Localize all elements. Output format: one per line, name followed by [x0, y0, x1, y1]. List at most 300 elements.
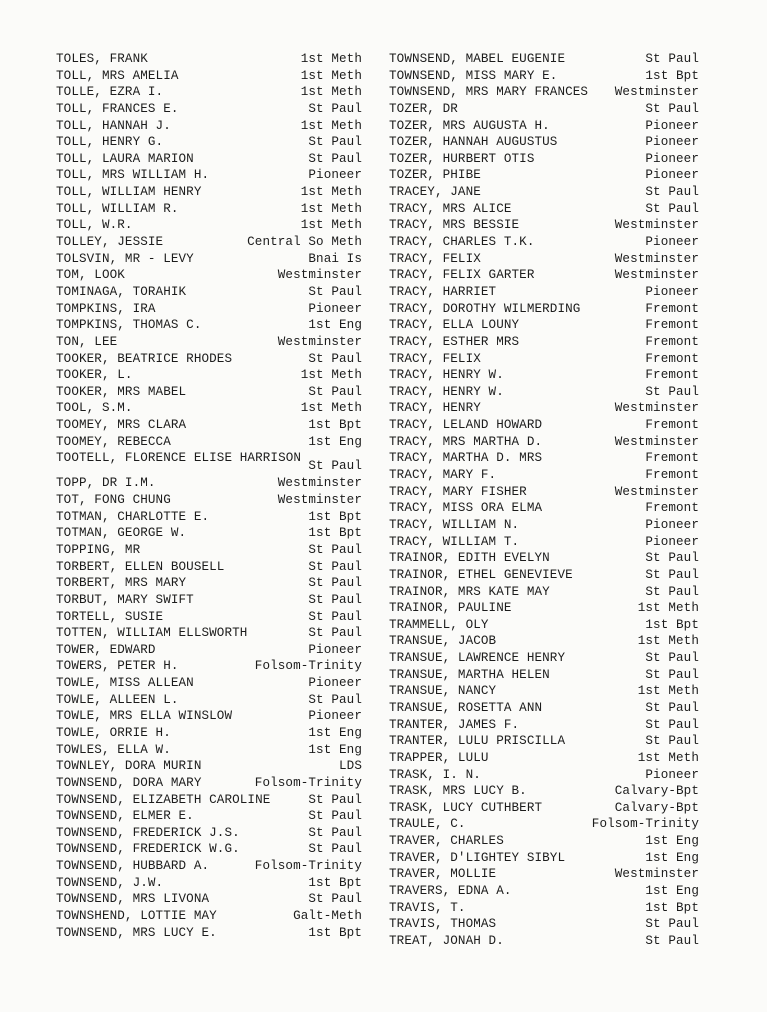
entry-name: TRAINOR, ETHEL GENEVIEVE [389, 567, 573, 582]
list-item [389, 267, 699, 284]
entry-name: TRACY, FELIX GARTER [389, 268, 535, 283]
entry-name: TOWNLEY, DORA MURIN [56, 759, 202, 774]
list-item [56, 858, 362, 875]
entry-church: 1st Meth [300, 368, 362, 383]
entry-church: 1st Eng [308, 318, 362, 333]
list-item [389, 101, 699, 118]
entry-church: Calvary-Bpt [614, 784, 699, 799]
entry-church: Pioneer [308, 168, 362, 183]
list-item [56, 217, 362, 234]
list-item [56, 542, 362, 559]
list-item [56, 101, 362, 118]
entry-church: 1st Eng [645, 850, 699, 865]
entry-church: Pioneer [645, 517, 699, 532]
list-item [389, 317, 699, 334]
list-item [389, 417, 699, 434]
list-item [389, 683, 699, 700]
entry-name: TRAMMELL, OLY [389, 617, 489, 632]
entry-name: TRASK, I. N. [389, 767, 481, 782]
list-item [389, 434, 699, 451]
entry-church: Calvary-Bpt [614, 800, 699, 815]
list-item [389, 118, 699, 135]
list-item [389, 833, 699, 850]
entry-church: Pioneer [308, 709, 362, 724]
entry-name: TOZER, HURBERT OTIS [389, 151, 535, 166]
entry-church: Westminster [277, 493, 362, 508]
entry-name: TRAINOR, MRS KATE MAY [389, 584, 550, 599]
list-item [389, 500, 699, 517]
entry-church: Pioneer [645, 151, 699, 166]
entry-name: TOZER, PHIBE [389, 168, 481, 183]
entry-church: Folsom-Trinity [254, 859, 362, 874]
entry-name: TRACY, HENRY W. [389, 384, 504, 399]
entry-church: Westminster [614, 268, 699, 283]
entry-church: 1st Bpt [308, 875, 362, 890]
list-item [56, 675, 362, 692]
entry-church: 1st Eng [308, 742, 362, 757]
entry-name: TRACY, MARTHA D. MRS [389, 451, 543, 466]
entry-church: St Paul [645, 584, 699, 599]
list-item [56, 201, 362, 218]
list-item [56, 134, 362, 151]
entry-church: 1st Bpt [645, 617, 699, 632]
entry-church: St Paul [308, 542, 362, 557]
entry-church: Fremont [645, 451, 699, 466]
entry-name: TOOL, S.M. [56, 401, 133, 416]
list-item [56, 118, 362, 135]
entry-church: 1st Bpt [308, 509, 362, 524]
entry-church: St Paul [645, 52, 699, 66]
list-item [389, 750, 699, 767]
list-item [389, 584, 699, 601]
list-item [389, 367, 699, 384]
list-item [56, 400, 362, 417]
entry-name: TOM, LOOK [56, 268, 125, 283]
entry-church: Westminster [277, 334, 362, 349]
left-column [56, 51, 362, 941]
list-item [56, 475, 362, 492]
entry-name: TOLLEY, JESSIE [56, 235, 164, 250]
list-item [56, 167, 362, 184]
list-item [56, 891, 362, 908]
entry-church: Pioneer [645, 767, 699, 782]
entry-church: Pioneer [645, 284, 699, 299]
entry-name: TOLL, WILLIAM HENRY [56, 185, 202, 200]
entry-church: 1st Bpt [308, 925, 362, 940]
list-item [56, 841, 362, 858]
entry-church: St Paul [308, 559, 362, 574]
entry-name: TRAULE, C. [389, 817, 466, 832]
entry-church: Westminster [614, 401, 699, 416]
entry-church: St Paul [308, 892, 362, 907]
list-item [56, 758, 362, 775]
entry-name: TRANTER, JAMES F. [389, 717, 520, 732]
entry-church: Pioneer [308, 676, 362, 691]
entry-name: TOWNSEND, MRS LIVONA [56, 892, 210, 907]
list-item [389, 51, 699, 68]
entry-church: St Paul [645, 567, 699, 582]
list-item [56, 184, 362, 201]
entry-name: TRACY, FELIX [389, 251, 481, 266]
entry-church: Fremont [645, 301, 699, 316]
list-item [56, 609, 362, 626]
entry-name: TRAINOR, PAULINE [389, 601, 512, 616]
entry-church: St Paul [308, 842, 362, 857]
entry-name: TOLLE, EZRA I. [56, 85, 164, 100]
entry-name: TRACY, WILLIAM N. [389, 517, 520, 532]
entry-name: TRANSUE, LAWRENCE HENRY [389, 651, 566, 666]
list-item [389, 667, 699, 684]
entry-name: TRACY, HENRY W. [389, 368, 504, 383]
entry-name: TOLSVIN, MR - LEVY [56, 251, 194, 266]
entry-name: TOWNSEND, J.W. [56, 875, 164, 890]
list-item [389, 783, 699, 800]
entry-church: St Paul [308, 284, 362, 299]
entry-church: St Paul [308, 809, 362, 824]
entry-church: St Paul [645, 185, 699, 200]
entry-church: St Paul [308, 101, 362, 116]
list-item [389, 450, 699, 467]
entry-church: 1st Meth [637, 634, 699, 649]
list-item [56, 775, 362, 792]
list-item [56, 692, 362, 709]
entry-church: 1st Bpt [645, 68, 699, 83]
list-item [56, 792, 362, 809]
entry-church: 1st Meth [300, 118, 362, 133]
entry-church: St Paul [308, 151, 362, 166]
list-item [56, 592, 362, 609]
entry-name: TOZER, HANNAH AUGUSTUS [389, 135, 558, 150]
entry-name: TON, LEE [56, 334, 118, 349]
list-item [56, 267, 362, 284]
entry-name: TOWLE, ALLEEN L. [56, 692, 179, 707]
entry-name: TRACY, MRS MARTHA D. [389, 434, 543, 449]
entry-church: 1st Meth [637, 601, 699, 616]
entry-name: TOTMAN, CHARLOTTE E. [56, 509, 210, 524]
entry-name: TORBERT, MRS MARY [56, 576, 187, 591]
entry-name: TOWNSEND, HUBBARD A. [56, 859, 210, 874]
entry-name: TRACY, FELIX [389, 351, 481, 366]
entry-name: TRACY, MRS ALICE [389, 201, 512, 216]
entry-name: TOLL, LAURA MARION [56, 151, 194, 166]
entry-church: Fremont [645, 334, 699, 349]
entry-name: TOLL, FRANCES E. [56, 101, 179, 116]
entry-church: Central So Meth [247, 235, 362, 250]
entry-name: TOLL, HENRY G. [56, 135, 164, 150]
entry-name: TRACY, HARRIET [389, 284, 497, 299]
entry-name: TOTTEN, WILLIAM ELLSWORTH [56, 626, 248, 641]
list-item [56, 642, 362, 659]
entry-name: TOTMAN, GEORGE W. [56, 526, 187, 541]
entry-name: TRASK, MRS LUCY B. [389, 784, 527, 799]
entry-name: TRACY, ELLA LOUNY [389, 318, 520, 333]
list-item [389, 800, 699, 817]
entry-name: TRAINOR, EDITH EVELYN [389, 551, 550, 566]
entry-name: TRANSUE, JACOB [389, 634, 497, 649]
entry-name: TOPP, DR I.M. [56, 476, 156, 491]
list-item [389, 84, 699, 101]
entry-name: TRACY, LELAND HOWARD [389, 418, 543, 433]
entry-church: Folsom-Trinity [591, 817, 699, 832]
entry-church: St Paul [645, 917, 699, 932]
entry-name: TOWLE, MISS ALLEAN [56, 676, 194, 691]
entry-name: TRACY, MARY F. [389, 468, 497, 483]
entry-church: Westminster [277, 476, 362, 491]
entry-name: TOWERS, PETER H. [56, 659, 179, 674]
entry-church: St Paul [645, 717, 699, 732]
entry-name: TOOKER, L. [56, 368, 133, 383]
entry-name: TRACY, DOROTHY WILMERDING [389, 301, 581, 316]
entry-name: TOOMEY, MRS CLARA [56, 418, 187, 433]
entry-name: TOOMEY, REBECCA [56, 434, 171, 449]
list-item [389, 933, 699, 950]
list-item [389, 534, 699, 551]
entry-name: TRANSUE, ROSETTA ANN [389, 700, 543, 715]
entry-name: TOLL, WILLIAM R. [56, 201, 179, 216]
entry-church: St Paul [308, 351, 362, 366]
entry-name: TOWNSEND, FREDERICK J.S. [56, 825, 240, 840]
list-item [389, 650, 699, 667]
list-item [56, 509, 362, 526]
list-item [389, 301, 699, 318]
entry-church: Pioneer [308, 301, 362, 316]
list-item [389, 351, 699, 368]
entry-name: TOWNSEND, FREDERICK W.G. [56, 842, 240, 857]
entry-name: TRANTER, LULU PRISCILLA [389, 734, 566, 749]
list-item [56, 908, 362, 925]
list-item [389, 68, 699, 85]
entry-church: 1st Meth [300, 68, 362, 83]
list-item [56, 284, 362, 301]
list-item [56, 68, 362, 85]
entry-church: St Paul [645, 201, 699, 216]
list-item [389, 600, 699, 617]
list-item [389, 767, 699, 784]
entry-name: TOWLE, ORRIE H. [56, 725, 171, 740]
entry-name: TOT, FONG CHUNG [56, 493, 171, 508]
entry-name: TOLL, HANNAH J. [56, 118, 171, 133]
entry-name: TRANSUE, NANCY [389, 684, 497, 699]
list-item [56, 367, 362, 384]
list-item [389, 467, 699, 484]
entry-church: 1st Eng [645, 884, 699, 899]
entry-name: TOLL, MRS AMELIA [56, 68, 179, 83]
entry-name: TRACY, HENRY [389, 401, 481, 416]
entry-name: TRAVER, CHARLES [389, 834, 504, 849]
list-item [389, 850, 699, 867]
entry-church: Galt-Meth [293, 909, 362, 924]
entry-name: TOWNSEND, ELMER E. [56, 809, 194, 824]
entry-name: TRACY, WILLIAM T. [389, 534, 520, 549]
list-item [389, 201, 699, 218]
entry-church: 1st Meth [300, 52, 362, 66]
list-item [56, 492, 362, 509]
entry-name: TOZER, MRS AUGUSTA H. [389, 118, 550, 133]
entry-church: Fremont [645, 468, 699, 483]
list-item [389, 151, 699, 168]
entry-church: 1st Bpt [308, 526, 362, 541]
list-item [389, 733, 699, 750]
list-item [389, 550, 699, 567]
list-item [56, 708, 362, 725]
list-item [56, 434, 362, 451]
entry-name: TOWNSEND, DORA MARY [56, 775, 202, 790]
entry-name: TRACY, CHARLES T.K. [389, 235, 535, 250]
list-item [389, 167, 699, 184]
list-item [389, 384, 699, 401]
list-item [56, 742, 362, 759]
entry-church: Fremont [645, 318, 699, 333]
entry-church: Pioneer [645, 235, 699, 250]
entry-church: LDS [339, 759, 362, 774]
list-item [389, 717, 699, 734]
entry-name: TOLL, W.R. [56, 218, 133, 233]
entry-church: St Paul [308, 459, 362, 474]
entry-name: TRAVER, D'LIGHTEY SIBYL [389, 850, 566, 865]
entry-church: Westminster [614, 434, 699, 449]
list-item [389, 284, 699, 301]
entry-name: TOWNSEND, MABEL EUGENIE [389, 52, 566, 66]
entry-name: TOOKER, BEATRICE RHODES [56, 351, 233, 366]
entry-church: St Paul [308, 626, 362, 641]
entry-name: TRACEY, JANE [389, 185, 481, 200]
list-item [389, 883, 699, 900]
list-item [389, 700, 699, 717]
list-item [56, 317, 362, 334]
entry-name: TORTELL, SUSIE [56, 609, 164, 624]
entry-church: St Paul [645, 384, 699, 399]
entry-church: St Paul [645, 101, 699, 116]
entry-church: 1st Meth [300, 401, 362, 416]
entry-church: Pioneer [645, 135, 699, 150]
list-item [56, 251, 362, 268]
entry-church: Fremont [645, 368, 699, 383]
entry-church: St Paul [645, 700, 699, 715]
list-item [56, 151, 362, 168]
entry-church: St Paul [645, 933, 699, 948]
entry-name: TRASK, LUCY CUTHBERT [389, 800, 543, 815]
list-item [56, 84, 362, 101]
entry-name: TOMPKINS, IRA [56, 301, 156, 316]
entry-church: St Paul [308, 692, 362, 707]
entry-name: TOMINAGA, TORAHIK [56, 284, 187, 299]
entry-church: St Paul [308, 384, 362, 399]
list-item [389, 567, 699, 584]
entry-name: TOWNSEND, ELIZABETH CAROLINE [56, 792, 271, 807]
entry-name: TRACY, MISS ORA ELMA [389, 501, 543, 516]
list-item [389, 334, 699, 351]
entry-church: Bnai Is [308, 251, 362, 266]
entry-church: 1st Meth [300, 201, 362, 216]
entry-church: Fremont [645, 418, 699, 433]
entry-church: Westminster [614, 867, 699, 882]
entry-church: St Paul [645, 734, 699, 749]
entry-church: Fremont [645, 501, 699, 516]
entry-name: TOWLE, MRS ELLA WINSLOW [56, 709, 233, 724]
entry-church: 1st Bpt [308, 418, 362, 433]
entry-church: Westminster [614, 484, 699, 499]
entry-church: 1st Eng [645, 834, 699, 849]
entry-name: TRANSUE, MARTHA HELEN [389, 667, 550, 682]
entry-name: TREAT, JONAH D. [389, 933, 504, 948]
entry-church: St Paul [308, 592, 362, 607]
list-item [389, 217, 699, 234]
entry-name: TRAPPER, LULU [389, 750, 489, 765]
entry-church: Fremont [645, 351, 699, 366]
entry-name: TORBERT, ELLEN BOUSELL [56, 559, 225, 574]
entry-name: TOWNSEND, MRS LUCY E. [56, 925, 217, 940]
list-item [389, 234, 699, 251]
list-item [389, 866, 699, 883]
entry-name: TOMPKINS, THOMAS C. [56, 318, 202, 333]
list-item [389, 184, 699, 201]
list-item [56, 575, 362, 592]
list-item [389, 517, 699, 534]
list-item [56, 525, 362, 542]
list-item [389, 633, 699, 650]
list-item [56, 808, 362, 825]
right-column [389, 51, 699, 950]
list-item [56, 559, 362, 576]
entry-church: 1st Bpt [645, 900, 699, 915]
list-item [389, 484, 699, 501]
entry-church: Westminster [614, 218, 699, 233]
list-item [389, 617, 699, 634]
list-item [56, 625, 362, 642]
entry-church: 1st Eng [308, 725, 362, 740]
list-item [56, 925, 362, 942]
entry-church: St Paul [645, 651, 699, 666]
entry-church: St Paul [308, 825, 362, 840]
list-item [56, 450, 362, 475]
entry-church: Westminster [614, 251, 699, 266]
entry-church: St Paul [308, 609, 362, 624]
list-item [56, 51, 362, 68]
list-item [56, 351, 362, 368]
entry-church: Pioneer [645, 168, 699, 183]
list-item [389, 251, 699, 268]
entry-church: St Paul [308, 576, 362, 591]
entry-church: Pioneer [645, 534, 699, 549]
entry-name: TOZER, DR [389, 101, 458, 116]
entry-church: Westminster [614, 85, 699, 100]
entry-name: TRACY, MRS BESSIE [389, 218, 520, 233]
entry-name: TRAVIS, T. [389, 900, 466, 915]
entry-name: TOPPING, MR [56, 542, 141, 557]
entry-name: TRACY, MARY FISHER [389, 484, 527, 499]
list-item [389, 900, 699, 917]
entry-church: 1st Meth [300, 218, 362, 233]
entry-church: St Paul [645, 551, 699, 566]
list-item [389, 816, 699, 833]
entry-church: 1st Eng [308, 434, 362, 449]
entry-church: Westminster [277, 268, 362, 283]
entry-name: TRACY, ESTHER MRS [389, 334, 520, 349]
entry-name: TOLES, FRANK [56, 52, 148, 66]
entry-name: TOWNSEND, MISS MARY E. [389, 68, 558, 83]
entry-name: TOWNSHEND, LOTTIE MAY [56, 909, 217, 924]
entry-church: Pioneer [645, 118, 699, 133]
list-item [389, 400, 699, 417]
entry-church: Folsom-Trinity [254, 775, 362, 790]
entry-church: 1st Meth [637, 750, 699, 765]
list-item [389, 134, 699, 151]
entry-name: TRAVERS, EDNA A. [389, 884, 512, 899]
entry-name: TRAVER, MOLLIE [389, 867, 497, 882]
entry-church: 1st Meth [300, 85, 362, 100]
list-item [389, 916, 699, 933]
list-item [56, 417, 362, 434]
